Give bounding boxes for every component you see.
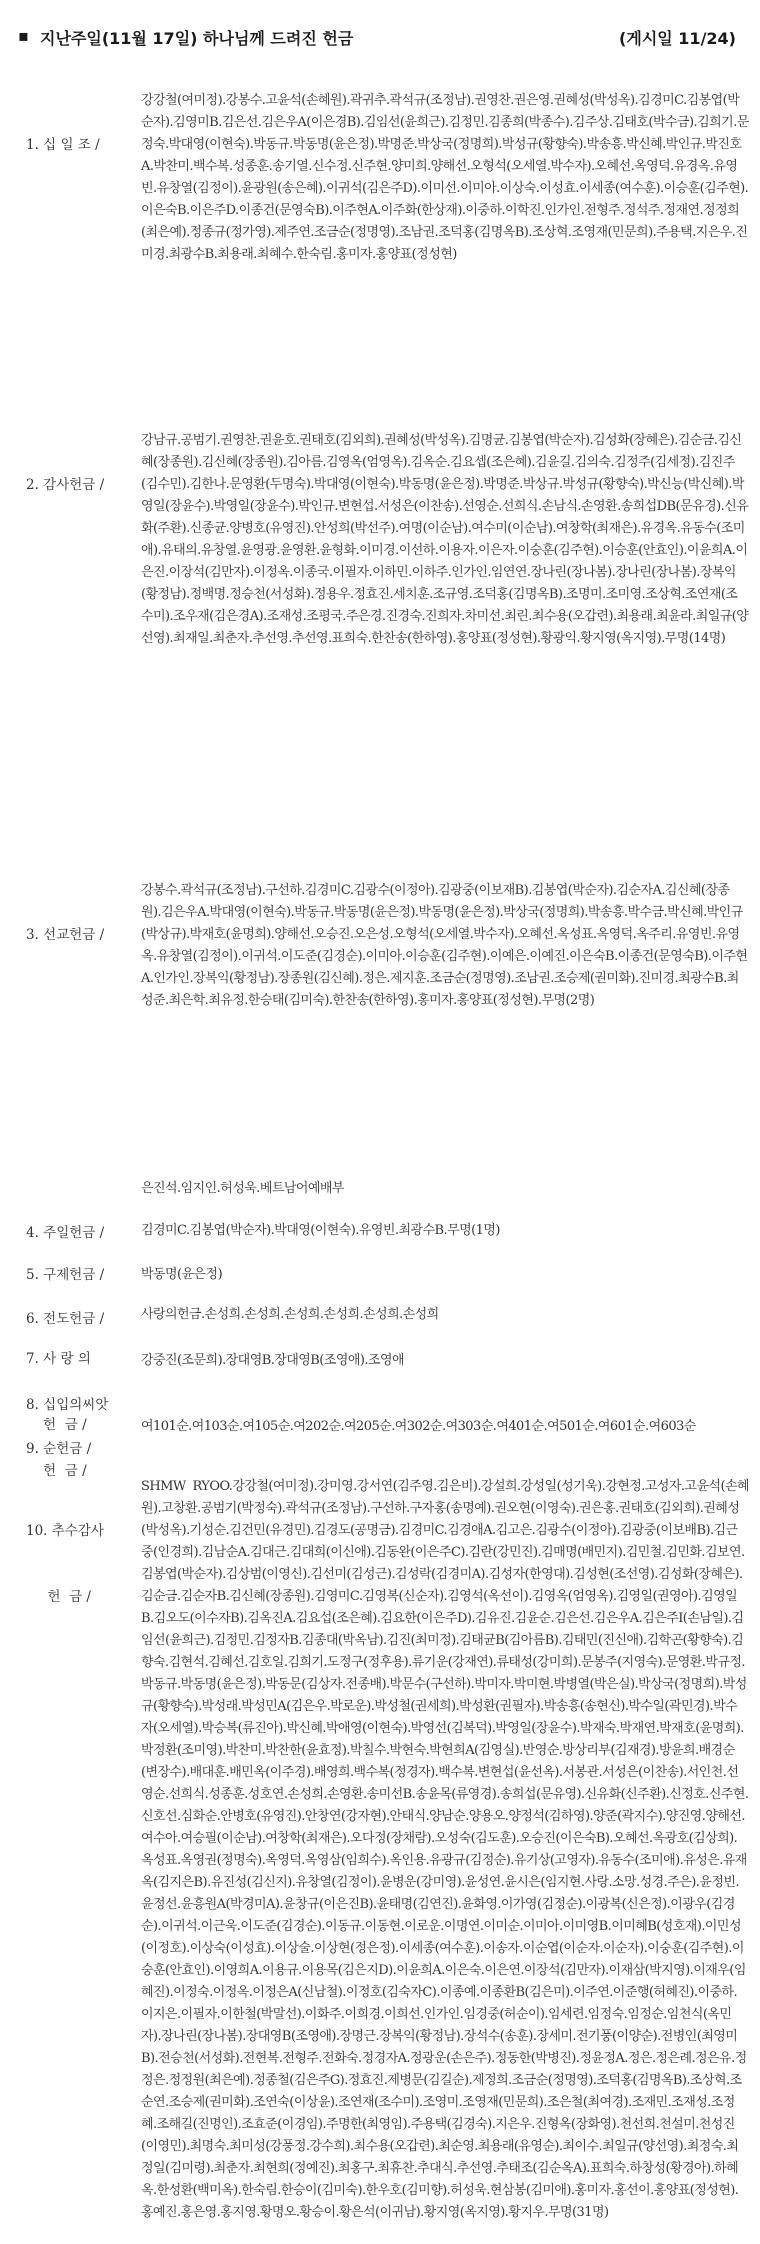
section-harvest-thanks-offering [0,1476,760,2234]
donor-list: 박동명(윤은정) [141,1267,223,1282]
section-thanks-offering [0,430,760,856]
section-label: 2. 감사헌금 / [26,477,105,493]
donor-list: 김경미C.김봉엽(박순자).박대영(이현숙).유영빈.최광수B.무명(1명) [141,1223,500,1238]
section-tithe [0,90,760,412]
donor-list: SHMW RYOO.강강철(여미정).강미영.강서연(김주영.김은비).강설희.강성일(성기욱).강현정.고성자.고윤석(손혜원).고창환.공범기(박정숙).곽석규(조정남).구선하.구자홍(송명예).권오현(이영숙).권은홍.권태호(김외희).권혜성(박성옥).기성순.김건민(유경민).김경도(공명금).김경미C.김경애A.김고은.김광수(이정아).김광중(이보배B).김근중(인경희).김남순A.김대근.김대희(이신애).김동완(이은주C).김란(강민진).김매명(배민지).김민철.김민화.김보연.김봉엽(박순자).김상범(이영신).김선미(김성근).김성락(김경미A).김성자(한영대).김성현(조선영).김성화(장혜은).김순금.김순자B.김신혜(장종원).김영미C.김영복(신순자).김영석(옥선이).김영옥(엄영옥).김영일(권영아).김영일B.김오도(이수자B).김옥진A.김요섭(조은혜).김요한(이은주D).김유진.김윤순.김은선.김은우A.김은주I(손남일).김임선(윤희근).김정민.김정자B.김종대(박옥남).김진(최미정).김태균B(김아름B).김태민(진신애).김학곤(황향숙).김향숙.김현석.김혜선.김호일.김희기.도정구(정후용).류기운(강재연).류태성(강미희).문봉주(지영숙).문영환.박규정.박동규.박동명(윤은정).박동문(김상자.전종배).박문수(구선하).박미자.박미현.박병열(박은실).박상국(정명희).박성규(황향숙).박성래.박성민A(김은우.박로운).박성철(권세희).박성환(권필자).박송흥(송현신).박수일(곽민경).박수자(오세열).박승복(류진아).박신혜.박애영(이현숙).박영선(김복덕).박영일(장윤수).박재숙.박재연.박재호(윤명희).박정환(조미영).박찬미.박찬한(윤효정).박칠수.박현숙.박현희A(김영실).반영순.방상리부(김재경).방윤희.배경순(변장수).배대훈.배민옥(이주경).배영희.백수복(정경자).백수복.변현섭(윤선옥).서봉관.서성은(이찬송).서인천.선영순.선희식.성종훈.성호연.손성희.손영환.송미선B.송윤목(류영경).송희섭(문유영).신유화(신주환).신정호.신주현.신호선.심화순.안병호(유영진).안창연(강자현).안태식.양남순.양용오.양정석(김하영).양준(곽지수).양진영.양해선.여수아.여승필(이순남).여창학(최재은).오다정(장채람).오성숙(김도훈).오승진(이은숙B).오혜선.옥광호(김상희).옥성표.옥영권(정명숙).옥영덕.옥영삼(임희수).옥인용.유광규(김정순).유기상(고영자).유동수(조미애).유성은.유재옥(김지은B).유진성(김신지).유창열(김정이).윤병운(강미영).윤성연.윤시은(임지현.사랑.소망.성경.주은).윤정빈.윤정선.윤흥원A(박경미A).윤창규(이은진B).윤태명(김연진).윤화영.이가영(김정순).이광복(신은정).이광우(김경순).이귀석.이근욱.이도준(김경순).이동규.이동현.이로운.이명연.이미순.이미아.이미영B.이미혜B(성호재).이민성(이정호).이상숙(이성효).이상술.이상현(정은정).이세종(여수훈).이송자.이순엽(이순자.이순자).이숭훈(김주현).이숭훈(안효인).이영희A.이용규.이용목(김은지D).이윤희A.이은숙.이은연.이장석(김만자).이재삼(박지영).이재우(임혜진).이정숙.이정옥.이정은A(신남철).이정호(김숙자C).이종예.이종환B(김은미).이주연.이준행(허혜진).이중하.이지은.이필자.이한철(박말선).이화주.이희경.이희선.인가인.임경중(허순이).임세련.임정숙.임정순.임천식(옥민자).장나린(장나봄).장대영B(조영애).장명근.장복익(황정남).장석수(송훈).장세미.전기풍(이양순).전병인(최영미B).전승천(서성화).전현복.전형주.전화숙.정경자A.정광운(손은주).정동한(박병진).정윤정A.정은.정은례.정은유.정정은.정정원(최은예).정종철(김은주G).정효진.제병문(김길순).제정희.조금순(정명영).조덕홍(김명옥B).조상혁.조순연.조승제(권미화).조연숙(이상윤).조연재(조수미).조영미.조영재(민문희).조은철(최여경).조재민.조재성.조정혜.조해길(진명인).조효준(이경임).주명한(최영임).주용택(김경숙).지은우.진형옥(장화영).천선희.천설미.천성진(이영민).최명숙.최미성(강풍정.강수희).최수용(오갑련).최순영.최용래(유영순).최이수.최일규(양선영).최정숙.최정일(김미령).최춘자.최현희(정예진).최홍구.최휴찬.추대식.추선영.추태조(김순옥A).표희숙.하창성(황경아).하혜옥.한성환(백미옥).한숙림.한승이(김미숙).한우호(김미향).허성욱.현삼봉(김미애).홍미자.홍선이.홍양표(정성현).홍예진.홍은영.홍지영.황명오.황승이.황은석(이귀남).황지영(옥지영).황지우.무명(31명) [141,1479,749,2220]
section-label: 6. 전도헌금 / [26,1311,105,1327]
section-mission-offering [0,880,760,1166]
section-label: 3. 선교헌금 / [26,927,105,943]
donor-list: 은진석.임지인.허성욱.베트남어예배부 [141,1181,344,1196]
donor-list: 강중진(조문희).장대영B.장대영B(조영애).조영애 [141,1353,404,1368]
donor-list: 강강철(여미정).강봉수.고윤석(손혜원).곽귀추.곽석규(조정남).권영찬.권은영.권혜성(박성옥).김경미C.김봉엽(박순자).김영미B.김은선.김은우A(이은경B).김임선(윤희근).김정민.김종희(박종수).김주상.김태호(박수금).김희기.문정숙.박대영(이현숙).박동규.박동명(윤은정).박명준.박상국(정명희).박성규(황향숙).박송흥.박신혜.박인규.박진호A.박찬미.백수복.성종훈.송기열.신수정.신주현.양미희.양해선.오형석(오세열.박수자).오혜선.옥영덕.유경옥.유영빈.유창열(김정이).윤광원(송은혜).이귀석(김은주D).이미선.이미아.이상숙.이성효.이세종(여수훈).이승훈(김주현).이은숙B.이은주D.이종건(문영숙B).이주현A.이주화(한상재).이중하.이학진.인가인.전형주.정석주.정재연.정정희(최은예).정종규(정가영).제주연.조금순(정명영).조남권.조덕홍(김명옥B).조상혁.조영재(민문희).주용택.지은우.진미경.최광수B.최용래.최혜수.한숙림.홍미자.홍양표(정성현) [141,93,749,262]
donor-list: 사랑의헌금.손성희.손성희.손성희.손성희.손성희.손성희 [141,1307,439,1322]
page-title: 지난주일(11월 17일) 하나님께 드려진 헌금 [40,29,354,48]
section-label: 7. 사 랑 의 헌 금 / [26,1351,91,1433]
section-label: 9. 순헌금 / [26,1441,92,1457]
donor-list: 강남규.공범기.권영찬.권윤호.권태호(김외희).권혜성(박성옥).김명균.김봉엽(박순자).김성화(장혜은).김순금.김신혜(장종원).김신혜(장종원).김아름.김영옥(엄영옥).김옥순.김요셉(조은혜).김윤길.김의숙.김정주(김세정).김진주(김수민).김한나.문영환(두명숙).박대영(이현숙).박동명(윤은정).박명준.박상규.박성규(황향숙).박신능(박신혜).박영일(장윤수).박영일(장윤수).박인규.변현섭.서성은(이찬송).선영순.선희식.손남식.손영환.송희섭DB(문유경).신유화(주환).신종균.양병호(유영진).안성희(박선주).여명(이순남).여수미(이순남).여창학(최재은).유경옥.유동수(조미애).유태의.유창열.윤영광.윤영환.윤형화.이미경.이선하.이용자.이은자.이숭훈(김주현).이승훈(안효인).이윤희A.이은진.이장석(김만자).이정옥.이종국.이필자.이하민.이하주.인가인.임연연.장나린(장나봄).장나린(장나봄).장복익(황정남).정백명.정승천(서성화).정용우.정효진.세치훈.조규영.조덕홍(김명옥B).조명미.조미영.조상혁.조연재(조수미).조우재(김은경A).조재성.조평국.주은경.진경숙.진희자.차미선.최린.최수용(오갑련).최용래.최윤라.최일규(양선영).최재일.최춘자.추선영.추선영.표희숙.한찬송(한하영).홍양표(정성현).황광익.황지영(옥지영).무명(14명) [141,433,749,646]
section-label: 8. 십입의씨앗 헌 금 / [26,1397,109,1479]
donor-list: 강봉수.곽석규(조정남).구선하.김경미C.김광수(이정아).김광중(이보재B).김봉엽(박순자).김순자A.김신혜(장종원).김은우A.박대영(이현숙).박동규.박동명(윤은정).박동명(윤은정).박상국(정명희).박송흥.박수금.박신혜.박인규(박상규).박재호(윤명희).양해선.오승진.오은성.오형석(오세열.박수자).오혜선.옥성표.옥영덕.옥주리.유영빈.유영옥.유창열(김정이).이귀석.이도준(김경순).이미아.이승훈(김주현).이예은.이예진.이은숙B.이종건(문영숙B).이주현A.인가인.장복익(황정남).장종원(김신혜).정은.제지훈.조금순(정명영).조남권.조승제(권미화).진미경.최광수B.최성준.최은학.최유정.한승태(김미숙).한찬송(한하영).홍미자.홍양표(정성현).무명(2명) [141,883,748,1008]
posted-date: (게시일 11/24) [619,29,736,48]
bullet-icon: ▪ [18,26,29,45]
section-cell-offering [0,1394,760,1460]
section-label: 1. 십 일 조 / [26,137,100,153]
section-label: 5. 구제헌금 / [26,1267,105,1283]
section-label: 4. 주일헌금 / [26,1225,105,1241]
donor-list: 여101순.여103순.여105순.여202순.여205순.여302순.여303순.여401순.여501순.여601순.여603순 [141,1419,696,1434]
section-label: 10. 추수감사 헌 금 / [26,1523,104,1605]
notice-header [18,26,738,56]
